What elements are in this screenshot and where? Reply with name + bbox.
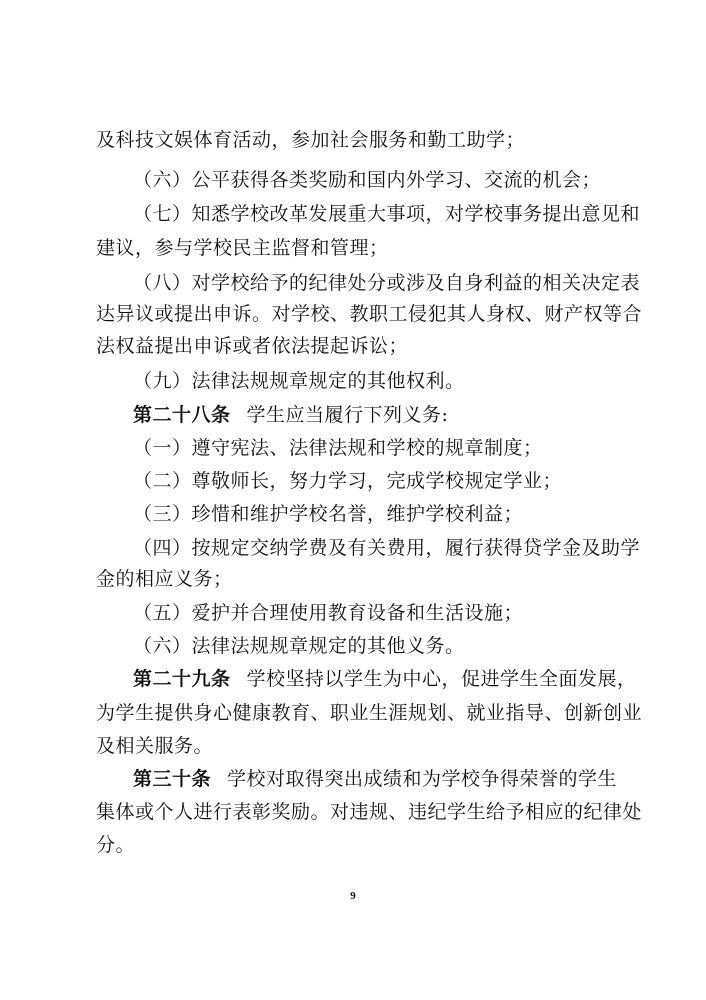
article-30-number: 第三十条 [133, 768, 212, 790]
text-line: 分。 [96, 834, 136, 856]
article-30-paragraph [133, 767, 706, 791]
text-line: 为学生提供身心健康教育、职业生涯规划、就业指导、创新创业 [96, 702, 643, 724]
text-line: 金的相应义务； [96, 568, 233, 590]
article-28-number: 第二十八条 [133, 404, 231, 426]
article-28-paragraph [133, 403, 706, 427]
text-line: 集体或个人进行表彰奖励。对违规、违纪学生给予相应的纪律处 [96, 801, 643, 823]
text-line: （四）按规定交纳学费及有关费用，履行获得贷学金及助学 [133, 537, 641, 559]
article-29-text: 学校坚持以学生为中心，促进学生全面发展， [246, 668, 637, 690]
article-29-paragraph [133, 667, 706, 691]
text-line: （六）法律法规规章规定的其他义务。 [133, 635, 465, 657]
article-30-text: 学校对取得突出成绩和为学校争得荣誉的学生 [227, 768, 618, 790]
article-28-text: 学生应当履行下列义务: [246, 404, 449, 426]
article-29-number: 第二十九条 [133, 668, 231, 690]
text-line: （六）公平获得各类奖励和国内外学习、交流的机会； [133, 169, 602, 191]
text-line: （八）对学校给予的纪律处分或涉及自身利益的相关决定表 [133, 272, 641, 294]
text-line: 及科技文娱体育活动，参加社会服务和勤工助学； [96, 129, 526, 151]
text-line: （五）爱护并合理使用教育设备和生活设施； [133, 602, 524, 624]
text-line: （二）尊敬师长，努力学习，完成学校规定学业； [133, 470, 563, 492]
text-line: 达异议或提出申诉。对学校、教职工侵犯其人身权、财产权等合 [96, 303, 643, 325]
page-number: 9 [350, 890, 356, 902]
text-line: 法权益提出申诉或者依法提起诉讼； [96, 335, 409, 357]
text-line: 建议，参与学校民主监督和管理； [96, 237, 389, 259]
text-line: （九）法律法规规章规定的其他权利。 [133, 370, 465, 392]
text-line: （三）珍惜和维护学校名誉，维护学校利益； [133, 503, 524, 525]
text-line: 及相关服务。 [96, 735, 214, 757]
text-line: （一）遵守宪法、法律法规和学校的规章制度； [133, 437, 543, 459]
text-line: （七）知悉学校改革发展重大事项，对学校事务提出意见和 [133, 203, 641, 225]
